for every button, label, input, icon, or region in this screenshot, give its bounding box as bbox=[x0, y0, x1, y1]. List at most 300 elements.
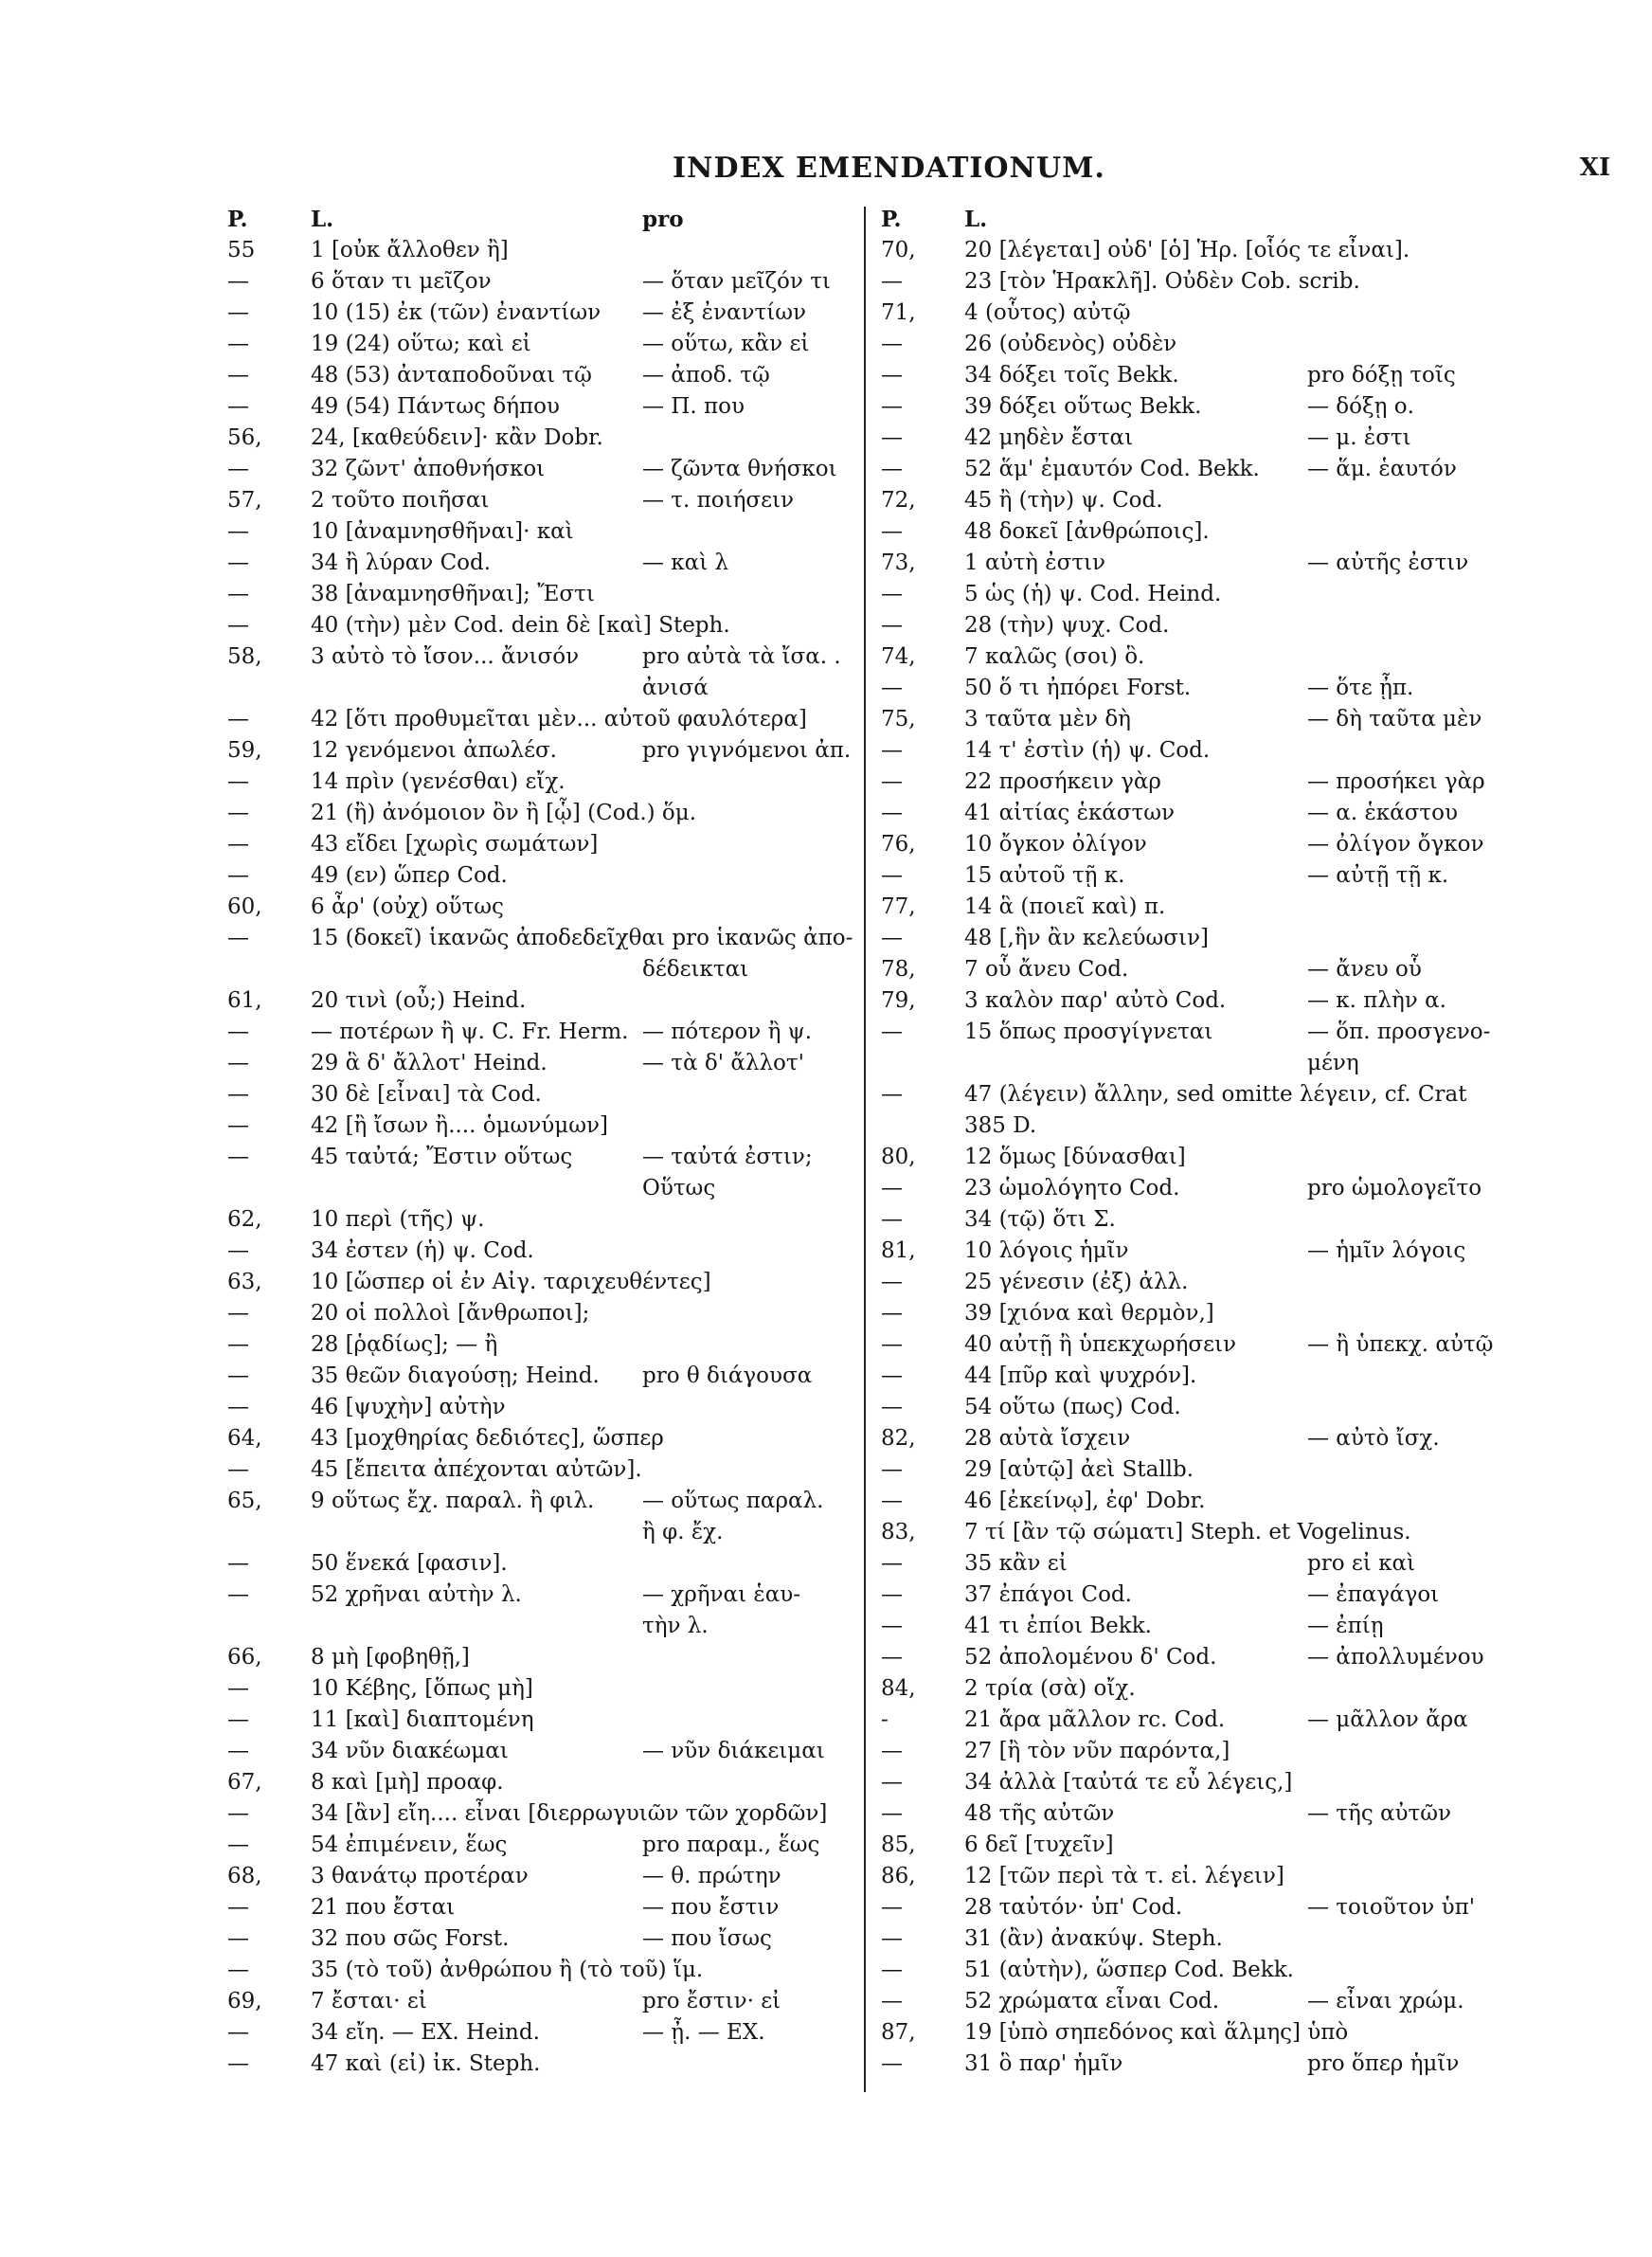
page-ref: — bbox=[227, 1926, 249, 1951]
index-entry bbox=[881, 1767, 1610, 1798]
page-header bbox=[227, 152, 1610, 190]
page-ref: 69, bbox=[227, 1989, 262, 2013]
original-reading: — τ. ποιήσειν bbox=[642, 488, 795, 513]
page-ref: — bbox=[227, 832, 249, 857]
index-entry bbox=[881, 1673, 1610, 1705]
index-entry bbox=[227, 1204, 857, 1236]
original-reading: — ὅτε ᾖπ. bbox=[1307, 676, 1414, 700]
emendation-text: 54 ἐπιμένειν, ἕως bbox=[311, 1833, 508, 1857]
emendation-text: 14 πρὶν (γενέσθαι) εἴχ. bbox=[311, 769, 566, 794]
emendation-text: 34 ἐστεν (ἡ) ψ. Cod. bbox=[311, 1238, 534, 1263]
index-entry bbox=[881, 454, 1610, 485]
emendation-text: 45 [ἔπειτα ἀπέχονται αὐτῶν]. bbox=[311, 1457, 642, 1482]
original-reading: δέδεικται bbox=[642, 957, 749, 982]
emendation-text: 30 δὲ [εἶναι] τὰ Cod. bbox=[311, 1082, 542, 1107]
page-ref: — bbox=[881, 769, 903, 794]
index-entry bbox=[881, 1611, 1610, 1642]
page-ref: — bbox=[881, 1958, 903, 1982]
page-ref: — bbox=[227, 2020, 249, 2045]
index-entry bbox=[227, 1361, 857, 1392]
index-entry bbox=[881, 1892, 1610, 1923]
page-ref: — bbox=[227, 1707, 249, 1732]
original-reading: — χρῆναι ἑαυ- bbox=[642, 1582, 801, 1607]
original-reading: — ζῶντα θνήσκοι bbox=[642, 457, 837, 481]
page-ref: — bbox=[881, 363, 903, 388]
index-entry bbox=[881, 266, 1610, 298]
index-entry bbox=[881, 798, 1610, 829]
emendation-text: 45 ταὐτά; Ἔστιν οὕτως bbox=[311, 1145, 573, 1169]
emendation-text: 3 αὐτὸ τὸ ἴσον... ἄνισόν bbox=[311, 644, 580, 669]
page-number: XI bbox=[1579, 153, 1610, 182]
emendation-text: 54 οὕτω (πως) Cod. bbox=[964, 1395, 1181, 1419]
page-ref: 65, bbox=[227, 1489, 262, 1513]
index-entry bbox=[227, 1079, 857, 1110]
emendation-text: 35 θεῶν διαγούσῃ; Heind. bbox=[311, 1363, 600, 1388]
emendation-text: 29 ἃ δ' ἄλλοτ' Heind. bbox=[311, 1051, 548, 1075]
original-reading: — οὕτως παραλ. bbox=[642, 1489, 824, 1513]
page-ref: 76, bbox=[881, 832, 916, 857]
emendation-text: 37 ἐπάγοι Cod. bbox=[964, 1582, 1132, 1607]
index-entry bbox=[881, 1830, 1610, 1861]
index-entry bbox=[881, 735, 1610, 767]
emendation-text: 34 [ἂν] εἴη.... εἶναι [διερρωγυιῶν τῶν χορδῶν] bbox=[311, 1801, 828, 1826]
original-reading: — ἀποδ. τῷ bbox=[642, 363, 770, 388]
emendation-text: 20 οἱ πολλοὶ [ἄνθρωποι]; bbox=[311, 1301, 590, 1326]
page-ref: — bbox=[227, 551, 249, 575]
page-ref: 71, bbox=[881, 300, 916, 325]
emendation-text: — ποτέρων ἢ ψ. C. Fr. Herm. bbox=[311, 1020, 629, 1044]
original-reading: — νῦν διάκειμαι bbox=[642, 1739, 825, 1763]
original-reading: — ὀλίγον ὄγκον bbox=[1307, 832, 1484, 857]
index-entry bbox=[881, 923, 1610, 954]
emendation-text: 6 ἆρ' (οὐχ) οὕτως bbox=[311, 894, 504, 919]
emendation-text: 385 D. bbox=[964, 1113, 1037, 1138]
emendation-text: 26 (οὐδενὸς) οὐδὲν bbox=[964, 332, 1177, 356]
original-reading: — αὐτὸ ἴσχ. bbox=[1307, 1426, 1440, 1451]
index-entry bbox=[881, 485, 1610, 516]
original-reading: — ἅμ. ἑαυτόν bbox=[1307, 457, 1457, 481]
page-ref: — bbox=[881, 1395, 903, 1419]
page-ref: 70, bbox=[881, 238, 916, 262]
index-entry bbox=[881, 391, 1610, 423]
emendation-text: 52 ἅμ' ἐμαυτόν Cod. Bekk. bbox=[964, 457, 1260, 481]
index-entry bbox=[881, 1110, 1610, 1142]
page-ref: 56, bbox=[227, 425, 262, 450]
index-entry bbox=[227, 1923, 857, 1955]
emendation-text: 8 μὴ [φοβηθῇ,] bbox=[311, 1645, 470, 1670]
page-ref: — bbox=[227, 1395, 249, 1419]
page-ref: 82, bbox=[881, 1426, 916, 1451]
emendation-text: 20 [λέγεται] οὐδ' [ὁ] Ἡρ. [οἷός τε εἶναι]. bbox=[964, 238, 1410, 262]
emendation-text: 8 καὶ [μὴ] προαφ. bbox=[311, 1770, 504, 1795]
page-ref: — bbox=[881, 1770, 903, 1795]
emendation-text: 41 τι ἐπίοι Bekk. bbox=[964, 1614, 1152, 1638]
page-ref: — bbox=[227, 1739, 249, 1763]
index-entry bbox=[227, 1267, 857, 1298]
page-ref: — bbox=[881, 1582, 903, 1607]
emendation-text: 22 προσήκειν γὰρ bbox=[964, 769, 1161, 794]
page-ref: P. bbox=[227, 207, 248, 232]
emendation-text: 21 που ἔσται bbox=[311, 1895, 456, 1920]
index-entry bbox=[881, 673, 1610, 704]
index-entry bbox=[227, 516, 857, 548]
page-ref: 66, bbox=[227, 1645, 262, 1670]
page-ref: 78, bbox=[881, 957, 916, 982]
emendation-text: 24, [καθεύδειν]· κἂν Dobr. bbox=[311, 425, 603, 450]
emendation-text: 34 νῦν διακέωμαι bbox=[311, 1739, 509, 1763]
emendation-text: 25 γένεσιν (ἐξ) ἀλλ. bbox=[964, 1270, 1189, 1294]
index-entry bbox=[881, 1329, 1610, 1361]
index-entry bbox=[227, 1173, 857, 1204]
index-entry bbox=[881, 985, 1610, 1017]
emendation-text: 42 [ἢ ἴσων ἢ.... ὁμωνύμων] bbox=[311, 1113, 608, 1138]
index-entry bbox=[881, 1517, 1610, 1548]
index-entry bbox=[881, 829, 1610, 860]
index-entry bbox=[881, 298, 1610, 329]
index-entry bbox=[227, 1423, 857, 1454]
emendation-text: 7 τί [ἂν τῷ σώματι] Steph. et Vogelinus. bbox=[964, 1520, 1411, 1544]
emendation-text: 10 [ὥσπερ οἱ ἐν Αἰγ. ταριχευθέντες] bbox=[311, 1270, 711, 1294]
page-ref: — bbox=[227, 769, 249, 794]
page-title: INDEX EMENDATIONUM. bbox=[673, 152, 1105, 185]
index-entry bbox=[227, 767, 857, 798]
page-ref: — bbox=[881, 2051, 903, 2076]
index-entry bbox=[881, 235, 1610, 266]
index-entry bbox=[227, 892, 857, 923]
page-ref: 57, bbox=[227, 488, 262, 513]
index-entry bbox=[227, 673, 857, 704]
index-entry bbox=[227, 2017, 857, 2049]
index-entry bbox=[881, 1955, 1610, 1986]
page-ref: — bbox=[881, 613, 903, 638]
original-reading: — που ἴσως bbox=[642, 1926, 772, 1951]
page-ref: — bbox=[227, 1801, 249, 1826]
page-ref: — bbox=[881, 1082, 903, 1107]
emendation-text: 1 αὐτὴ ἐστιν bbox=[964, 551, 1106, 575]
original-reading: — αὐτῆς ἐστιν bbox=[1307, 551, 1469, 575]
page-ref: — bbox=[881, 1614, 903, 1638]
page-ref: — bbox=[227, 1238, 249, 1263]
original-reading: — ὅπ. προσγενο- bbox=[1307, 1020, 1491, 1044]
emendation-text: 48 (53) ἀνταποδοῦναι τῷ bbox=[311, 363, 592, 388]
original-reading: — προσήκει γὰρ bbox=[1307, 769, 1485, 794]
original-reading: pro παραμ., ἕως bbox=[642, 1833, 820, 1857]
page-ref: — bbox=[227, 1958, 249, 1982]
emendation-text: 21 ἄρα μᾶλλον rc. Cod. bbox=[964, 1707, 1226, 1732]
page-ref: — bbox=[881, 1020, 903, 1044]
page-ref: — bbox=[227, 1332, 249, 1357]
index-entry bbox=[881, 1361, 1610, 1392]
emendation-text: 11 [καὶ] διαπτομένη bbox=[311, 1707, 534, 1732]
index-entry bbox=[227, 1580, 857, 1611]
page-ref: — bbox=[881, 269, 903, 294]
original-reading: — ἡμῖν λόγοις bbox=[1307, 1238, 1466, 1263]
page-ref: — bbox=[227, 269, 249, 294]
index-entry bbox=[881, 1798, 1610, 1830]
index-entry bbox=[227, 1548, 857, 1580]
emendation-text: 7 ἔσται· εἰ bbox=[311, 1989, 427, 2013]
index-entry bbox=[227, 454, 857, 485]
page-ref: — bbox=[227, 1551, 249, 1576]
page-ref: — bbox=[881, 1489, 903, 1513]
index-entry bbox=[227, 1329, 857, 1361]
index-entry bbox=[227, 1017, 857, 1048]
page-ref: 59, bbox=[227, 738, 262, 763]
index-entry bbox=[227, 641, 857, 673]
index-entry bbox=[881, 1204, 1610, 1236]
index-entry bbox=[227, 985, 857, 1017]
emendation-text: 3 ταῦτα μὲν δὴ bbox=[964, 707, 1131, 731]
index-entry bbox=[881, 767, 1610, 798]
original-reading: — αὐτῇ τῇ κ. bbox=[1307, 863, 1449, 888]
page-ref: — bbox=[227, 1582, 249, 1607]
page-ref: - bbox=[881, 1707, 889, 1732]
emendation-text: 31 (ἂν) ἀνακύψ. Steph. bbox=[964, 1926, 1223, 1951]
emendation-text: 49 (54) Πάντως δήπου bbox=[311, 394, 560, 419]
page-ref: — bbox=[881, 863, 903, 888]
right-column bbox=[881, 204, 1610, 2080]
original-reading: ἢ φ. ἔχ. bbox=[642, 1520, 724, 1544]
page-ref: — bbox=[227, 582, 249, 606]
original-reading: — ἀπολλυμένου bbox=[1307, 1645, 1484, 1670]
index-entry bbox=[227, 1767, 857, 1798]
emendation-text: 48 [,ἣν ἂν κελεύωσιν] bbox=[964, 926, 1209, 950]
page-ref: P. bbox=[881, 207, 902, 232]
index-entry bbox=[227, 1048, 857, 1079]
index-entry bbox=[227, 1955, 857, 1986]
index-entry bbox=[227, 610, 857, 641]
emendation-text: 52 χρῆναι αὐτὴν λ. bbox=[311, 1582, 522, 1607]
emendation-text: 28 [ῥᾳδίως]; — ἢ bbox=[311, 1332, 498, 1357]
index-entry bbox=[227, 1236, 857, 1267]
page-ref: — bbox=[227, 707, 249, 731]
emendation-text: 4 (οὗτος) αὐτῷ bbox=[964, 300, 1131, 325]
page-ref: — bbox=[881, 1176, 903, 1201]
index-entry bbox=[881, 1392, 1610, 1423]
emendation-text: 34 εἴη. — ΕΧ. Heind. bbox=[311, 2020, 540, 2045]
index-entry bbox=[227, 266, 857, 298]
page-ref: — bbox=[227, 613, 249, 638]
index-entry bbox=[227, 704, 857, 735]
index-entry bbox=[227, 1986, 857, 2017]
original-reading: — ἐπίῃ bbox=[1307, 1614, 1384, 1638]
original-reading: — τοιοῦτον ὑπ' bbox=[1307, 1895, 1476, 1920]
emendation-text: 27 [ἢ τὸν νῦν παρόντα,] bbox=[964, 1739, 1230, 1763]
index-entry bbox=[881, 860, 1610, 892]
original-reading: — ᾖ. — ΕΧ. bbox=[642, 2020, 765, 2045]
emendation-text: 35 κἂν εἰ bbox=[964, 1551, 1068, 1576]
emendation-text: 29 [αὐτῷ] ἀεὶ Stallb. bbox=[964, 1457, 1194, 1482]
original-reading: ἀνισά bbox=[642, 676, 709, 700]
original-reading: — ὅταν μεῖζόν τι bbox=[642, 269, 831, 294]
emendation-text: 52 χρώματα εἶναι Cod. bbox=[964, 1989, 1220, 2013]
page-ref: — bbox=[881, 1989, 903, 2013]
emendation-text: 3 θανάτῳ προτέραν bbox=[311, 1864, 529, 1888]
page-ref: — bbox=[881, 1301, 903, 1326]
emendation-text: 45 ἢ (τὴν) ψ. Cod. bbox=[964, 488, 1163, 513]
page-ref: — bbox=[881, 519, 903, 544]
index-entry bbox=[227, 360, 857, 391]
page-ref: — bbox=[227, 300, 249, 325]
page-ref: — bbox=[227, 1145, 249, 1169]
original-reading: — ἐπαγάγοι bbox=[1307, 1582, 1440, 1607]
index-entry bbox=[227, 954, 857, 985]
page-ref: — bbox=[881, 332, 903, 356]
emendation-text: 46 [ἐκείνῳ], ἐφ' Dobr. bbox=[964, 1489, 1206, 1513]
page-ref: — bbox=[227, 1051, 249, 1075]
page-ref: — bbox=[227, 1833, 249, 1857]
page-ref: 72, bbox=[881, 488, 916, 513]
original-reading: — κ. πλὴν α. bbox=[1307, 988, 1446, 1013]
index-entry bbox=[881, 423, 1610, 454]
index-entry bbox=[227, 1517, 857, 1548]
page-ref: 64, bbox=[227, 1426, 262, 1451]
emendation-text: L. bbox=[964, 207, 988, 232]
page-ref: — bbox=[881, 926, 903, 950]
emendation-text: 10 Κέβης, [ὅπως μὴ] bbox=[311, 1676, 533, 1701]
page-ref: 86, bbox=[881, 1864, 916, 1888]
index-entry bbox=[227, 1392, 857, 1423]
original-reading: — τὰ δ' ἄλλοτ' bbox=[642, 1051, 804, 1075]
index-entry bbox=[227, 1142, 857, 1173]
emendation-text: 34 ἢ λύραν Cod. bbox=[311, 551, 492, 575]
index-entry bbox=[881, 1017, 1610, 1048]
index-entry bbox=[881, 516, 1610, 548]
original-reading: — ταὐτά ἐστιν; bbox=[642, 1145, 813, 1169]
page-ref: — bbox=[881, 457, 903, 481]
page-ref: — bbox=[881, 1457, 903, 1482]
page-ref: — bbox=[227, 2051, 249, 2076]
index-entry bbox=[881, 1861, 1610, 1892]
index-entry bbox=[881, 1736, 1610, 1767]
page-ref: — bbox=[881, 1332, 903, 1357]
original-reading: — ἢ ὑπεκχ. αὐτῷ bbox=[1307, 1332, 1494, 1357]
emendation-text: 19 (24) οὕτω; καὶ εἰ bbox=[311, 332, 531, 356]
index-entry bbox=[227, 798, 857, 829]
index-entry bbox=[227, 1798, 857, 1830]
index-entry bbox=[227, 579, 857, 610]
page-ref: — bbox=[881, 1645, 903, 1670]
index-entry bbox=[227, 860, 857, 892]
emendation-text: 28 ταὐτόν· ὑπ' Cod. bbox=[964, 1895, 1183, 1920]
index-entry bbox=[881, 954, 1610, 985]
index-entry bbox=[227, 1705, 857, 1736]
emendation-text: 19 [ὑπὸ σηπεδόνος καὶ ἅλμης] ὑπὸ bbox=[964, 2020, 1349, 2045]
page-ref: 75, bbox=[881, 707, 916, 731]
index-entry bbox=[227, 1642, 857, 1673]
page-ref: 80, bbox=[881, 1145, 916, 1169]
emendation-text: 50 ἕνεκά [φασιν]. bbox=[311, 1551, 508, 1576]
index-entry bbox=[881, 704, 1610, 735]
original-reading: — μ. ἐστι bbox=[1307, 425, 1411, 450]
index-entry bbox=[227, 1454, 857, 1486]
emendation-text: 34 δόξει τοῖς Bekk. bbox=[964, 363, 1179, 388]
index-entry bbox=[881, 579, 1610, 610]
original-reading: pro bbox=[642, 207, 684, 232]
emendation-text: 15 αὐτοῦ τῇ κ. bbox=[964, 863, 1125, 888]
index-entry bbox=[227, 235, 857, 266]
index-entry bbox=[881, 1454, 1610, 1486]
emendation-text: 40 (τὴν) μὲν Cod. dein δὲ [καὶ] Steph. bbox=[311, 613, 730, 638]
page-ref: — bbox=[227, 519, 249, 544]
emendation-text: 31 ὃ παρ' ἡμῖν bbox=[964, 2051, 1123, 2076]
index-entry bbox=[881, 1048, 1610, 1079]
column-header bbox=[881, 204, 1610, 235]
page-ref: — bbox=[881, 1801, 903, 1826]
page-ref: — bbox=[227, 863, 249, 888]
emendation-text: 43 εἴδει [χωρὶς σωμάτων] bbox=[311, 832, 599, 857]
emendation-text: 3 καλὸν παρ' αὐτὸ Cod. bbox=[964, 988, 1227, 1013]
emendation-text: 48 τῆς αὐτῶν bbox=[964, 1801, 1115, 1826]
index-entry bbox=[881, 2049, 1610, 2080]
emendation-text: 42 [ὅτι προθυμεῖται μὲν... αὐτοῦ φαυλότερα] bbox=[311, 707, 807, 731]
emendation-text: 39 δόξει οὕτως Bekk. bbox=[964, 394, 1202, 419]
emendation-text: 42 μηδὲν ἔσται bbox=[964, 425, 1134, 450]
column-divider bbox=[864, 207, 866, 2092]
page-ref: — bbox=[881, 1270, 903, 1294]
emendation-text: 14 ἃ (ποιεῖ καὶ) π. bbox=[964, 894, 1166, 919]
emendation-text: 1 [οὐκ ἄλλοθεν ἢ] bbox=[311, 238, 509, 262]
page-ref: — bbox=[881, 1551, 903, 1576]
index-entry bbox=[227, 1861, 857, 1892]
index-entry bbox=[881, 1642, 1610, 1673]
index-entry bbox=[227, 1486, 857, 1517]
original-reading: — που ἔστιν bbox=[642, 1895, 780, 1920]
emendation-text: 20 τινὶ (οὖ;) Heind. bbox=[311, 988, 527, 1013]
left-column bbox=[227, 204, 857, 2080]
original-reading: pro ἔστιν· εἰ bbox=[642, 1989, 781, 2013]
emendation-text: 2 τοῦτο ποιῆσαι bbox=[311, 488, 490, 513]
page-ref: — bbox=[881, 1207, 903, 1232]
index-entry bbox=[881, 641, 1610, 673]
page-ref: — bbox=[227, 1082, 249, 1107]
page-ref: 67, bbox=[227, 1770, 262, 1795]
page-ref: — bbox=[881, 1926, 903, 1951]
emendation-text: 52 ἀπολομένου δ' Cod. bbox=[964, 1645, 1217, 1670]
page-ref: — bbox=[227, 1020, 249, 1044]
index-entry bbox=[881, 548, 1610, 579]
original-reading: — α. ἑκάστου bbox=[1307, 801, 1458, 825]
page-ref: 77, bbox=[881, 894, 916, 919]
index-entry bbox=[881, 1423, 1610, 1454]
page-ref: — bbox=[881, 394, 903, 419]
index-entry bbox=[881, 1486, 1610, 1517]
page-ref: — bbox=[227, 1457, 249, 1482]
original-reading: — ἐξ ἐναντίων bbox=[642, 300, 806, 325]
emendation-text: 38 [ἀναμνησθῆναι]; Ἔστι bbox=[311, 582, 595, 606]
emendation-text: 2 τρία (σὰ) οἴχ. bbox=[964, 1676, 1136, 1701]
page-ref: — bbox=[227, 1895, 249, 1920]
emendation-text: 50 ὅ τι ἠπόρει Forst. bbox=[964, 676, 1192, 700]
emendation-text: 51 (αὐτὴν), ὥσπερ Cod. Bekk. bbox=[964, 1958, 1294, 1982]
original-reading: — Π. που bbox=[642, 394, 745, 419]
index-entry bbox=[227, 1736, 857, 1767]
index-entry bbox=[227, 923, 857, 954]
emendation-text: 34 ἀλλὰ [ταὐτά τε εὖ λέγεις,] bbox=[964, 1770, 1293, 1795]
page-ref: — bbox=[881, 1363, 903, 1388]
index-entry bbox=[881, 1923, 1610, 1955]
original-reading: — μᾶλλον ἄρα bbox=[1307, 1707, 1468, 1732]
index-entry bbox=[227, 1611, 857, 1642]
index-entry bbox=[881, 1580, 1610, 1611]
index-entry bbox=[881, 1705, 1610, 1736]
page-ref: — bbox=[227, 457, 249, 481]
emendation-text: 44 [πῦρ καὶ ψυχρόν]. bbox=[964, 1363, 1197, 1388]
emendation-text: 12 [τῶν περὶ τὰ τ. εἰ. λέγειν] bbox=[964, 1864, 1284, 1888]
index-entry bbox=[227, 423, 857, 454]
index-entry bbox=[881, 1298, 1610, 1329]
page-ref: — bbox=[881, 676, 903, 700]
